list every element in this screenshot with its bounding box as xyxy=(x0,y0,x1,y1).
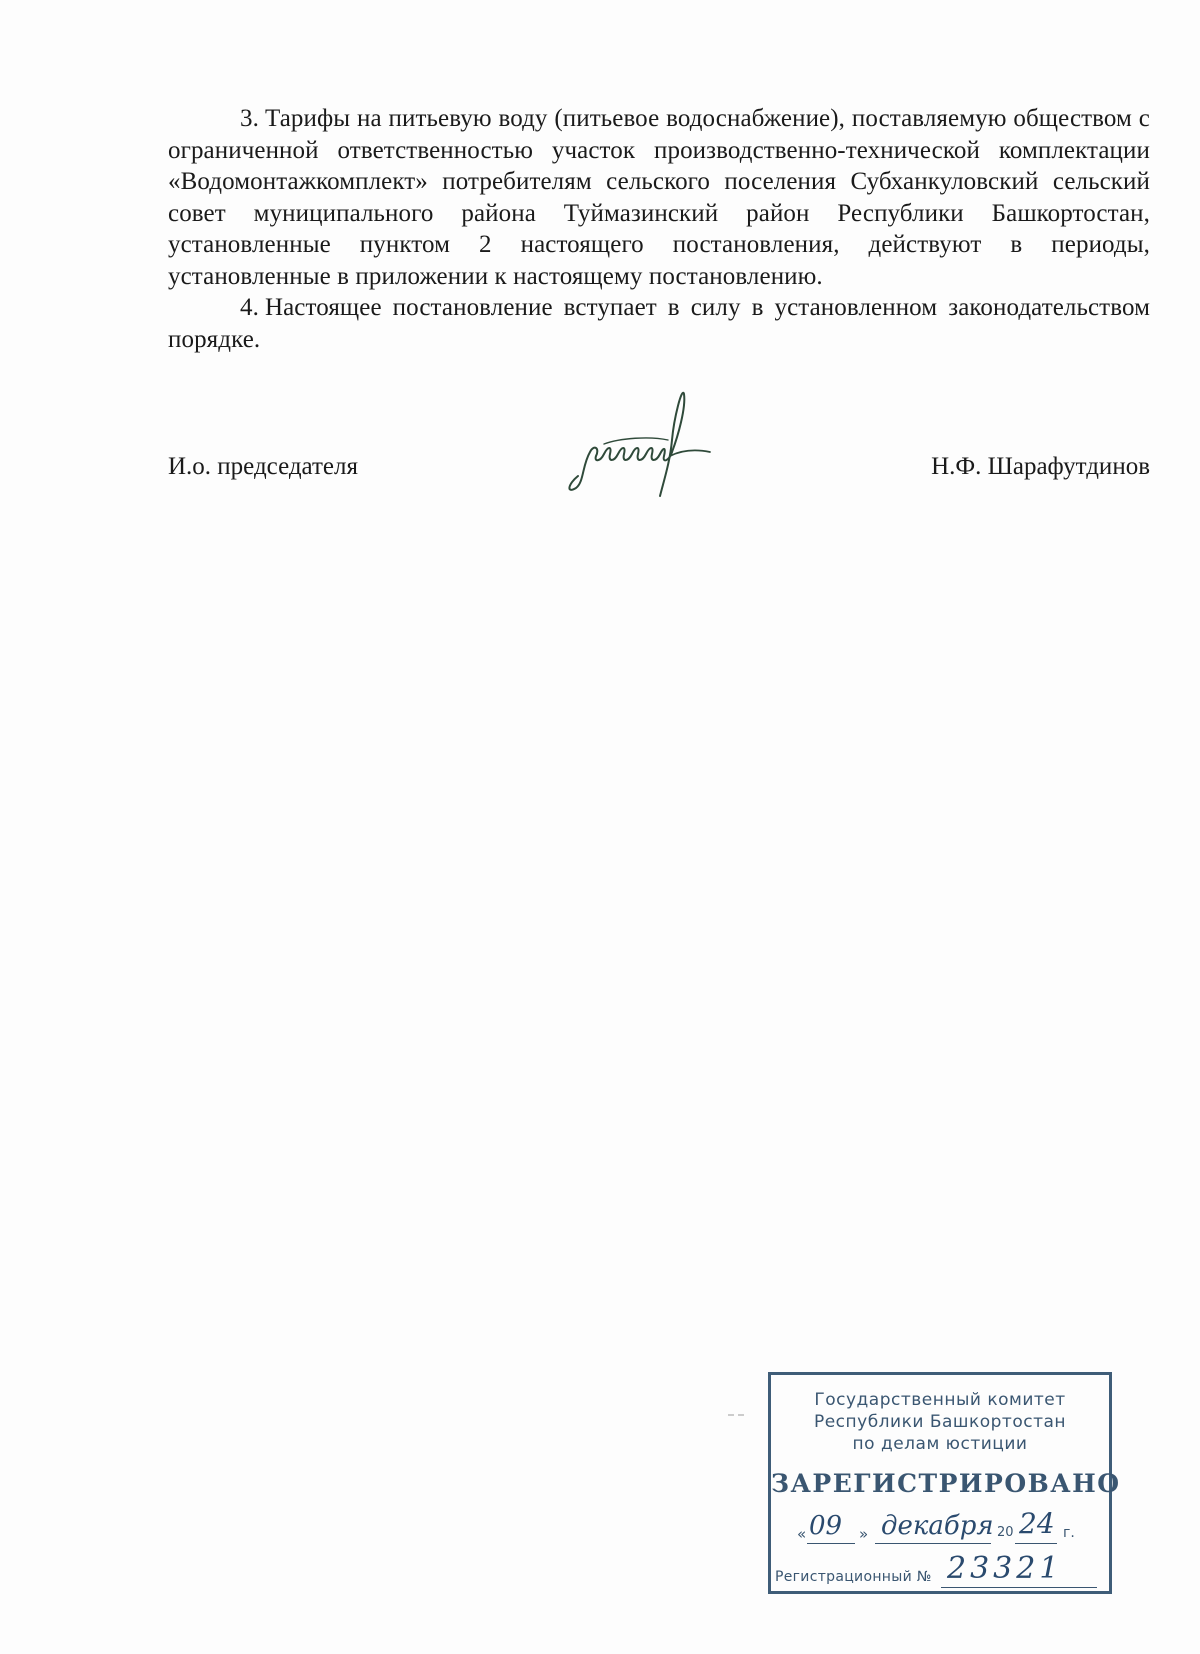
paragraph-3 xyxy=(168,103,1150,292)
paragraph-3-text: Тарифы на питьевую воду (питьевое водоснабжение), поставляемую обществом с ограниченной ответственностью участок производственно-технической комплектации «Водомонтажкомплект» потребителям сельского поселения Субханкуловский сельский совет муниципального района Туймазинский район Республики Башкортостан, установленные пунктом 2 настоящего постановления, действуют в периоды, установленные в приложении к настоящему постановлению. xyxy=(168,105,1150,290)
stamp-year-suffix: 24 xyxy=(1019,1507,1055,1540)
paragraph-4-number: 4. xyxy=(240,294,259,321)
stamp-reg-number: 23321 xyxy=(947,1551,1063,1586)
stamp-year-unit: г. xyxy=(1063,1525,1075,1541)
stamp-org-line-2: Республики Башкортостан xyxy=(813,1412,1067,1432)
stamp-reg-label: Регистрационный № xyxy=(775,1569,932,1585)
document-body xyxy=(168,103,1150,355)
scan-dust-mark xyxy=(728,1413,746,1417)
stamp-org-line-3: по делам юстиции xyxy=(852,1434,1028,1454)
stamp-day-underline xyxy=(807,1543,855,1544)
paragraph-4 xyxy=(168,292,1150,355)
stamp-organization xyxy=(771,1389,1109,1455)
signatory-name: Н.Ф. Шарафутдинов xyxy=(931,453,1150,480)
stamp-reg-underline xyxy=(941,1587,1097,1588)
stamp-year-underline xyxy=(1015,1543,1057,1544)
stamp-status: ЗАРЕГИСТРИРОВАНО xyxy=(771,1469,1121,1498)
stamp-month-underline xyxy=(875,1543,991,1544)
stamp-day: 09 xyxy=(809,1511,843,1541)
registration-stamp xyxy=(768,1372,1121,1594)
paragraph-3-number: 3. xyxy=(240,105,259,132)
handwritten-signature xyxy=(560,388,730,508)
stamp-year-prefix: 20 xyxy=(997,1525,1014,1540)
signatory-position: И.о. председателя xyxy=(168,453,359,480)
stamp-open-quote: « xyxy=(797,1525,807,1543)
stamp-close-quote: » xyxy=(859,1525,869,1543)
stamp-org-line-1: Государственный комитет xyxy=(814,1390,1066,1410)
stamp-month: декабря xyxy=(881,1511,994,1541)
stamp-registration-line xyxy=(775,1551,1105,1589)
stamp-date-line xyxy=(797,1507,1097,1545)
paragraph-4-text: Настоящее постановление вступает в силу в установленном законодательством порядке. xyxy=(168,294,1150,353)
